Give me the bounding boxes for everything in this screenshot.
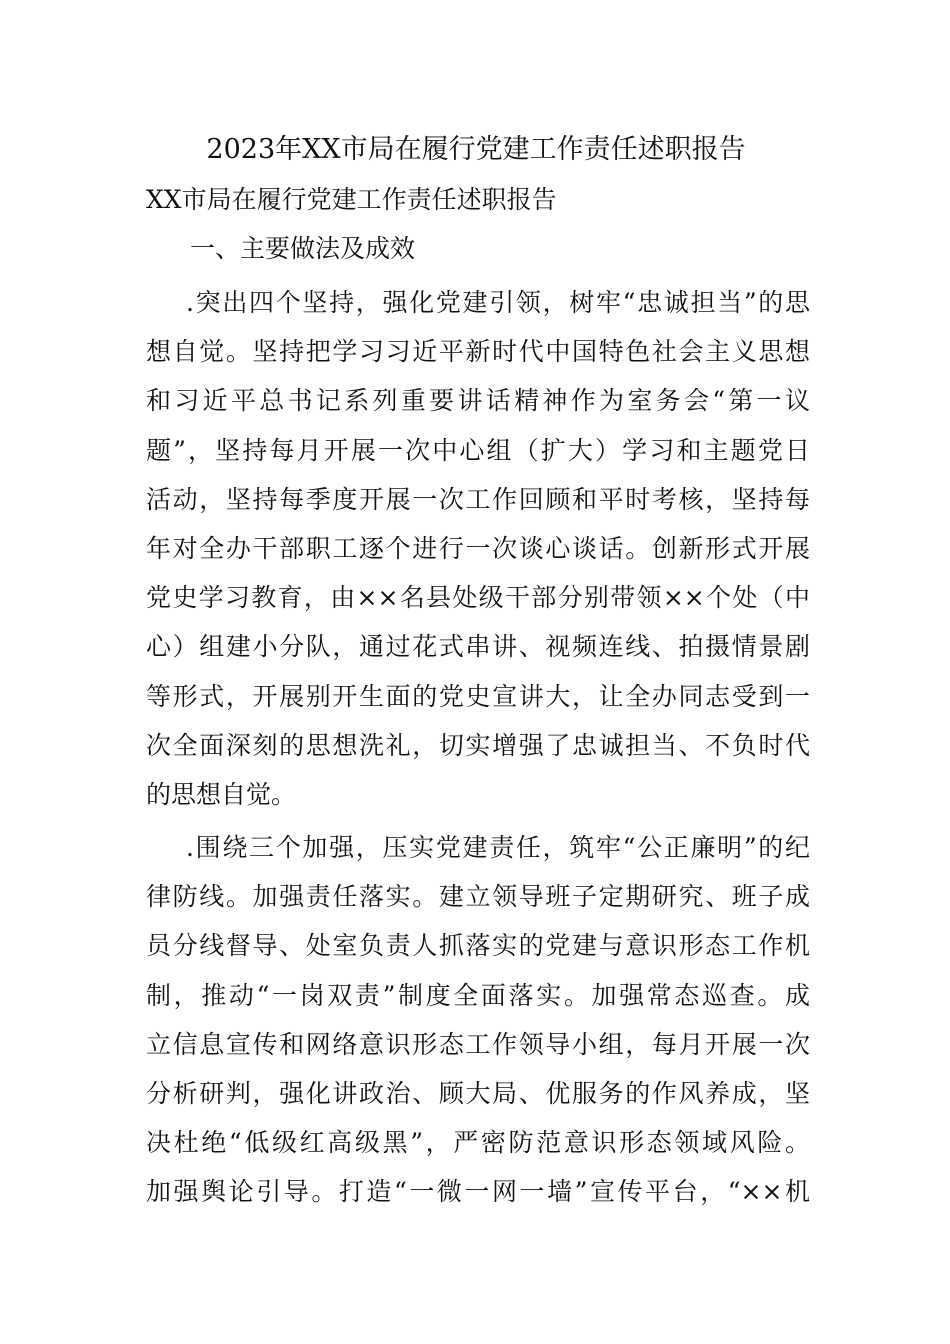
paragraph-1 <box>146 278 810 819</box>
paragraph-line: 制，推动“一岗双责”制度全面落实。加强常态巡查。成 <box>146 980 810 1010</box>
section-heading: 一、主要做法及成效 <box>190 234 416 263</box>
paragraph-line: 想自觉。坚持把学习习近平新时代中国特色社会主义思想 <box>146 337 810 367</box>
paragraph-line: 决杜绝“低级红高级黑”，严密防范意识形态领域风险。 <box>146 1128 810 1158</box>
paragraph-2 <box>146 823 810 1217</box>
paragraph-line: .围绕三个加强，压实党建责任，筑牢“公正廉明”的纪 <box>186 833 810 862</box>
paragraph-line: 等形式，开展别开生面的党史宣讲大，让全办同志受到一 <box>146 681 810 711</box>
paragraph-line: 分析研判，强化讲政治、顾大局、优服务的作风养成，坚 <box>146 1079 810 1109</box>
paragraph-line: 律防线。加强责任落实。建立领导班子定期研究、班子成 <box>146 882 810 912</box>
paragraph-line: 活动，坚持每季度开展一次工作回顾和平时考核，坚持每 <box>146 484 810 514</box>
paragraph-line: 题”，坚持每月开展一次中心组（扩大）学习和主题党日 <box>146 435 810 465</box>
document-title: 2023年XX市局在履行党建工作责任述职报告 <box>206 134 746 165</box>
paragraph-line: 的思想自觉。 <box>146 780 297 810</box>
document-subtitle: XX市局在履行党建工作责任述职报告 <box>146 185 557 214</box>
paragraph-line: .突出四个坚持，强化党建引领，树牢“忠诚担当”的思 <box>186 288 810 317</box>
paragraph-line: 立信息宣传和网络意识形态工作领导小组，每月开展一次 <box>146 1029 810 1059</box>
paragraph-line: 员分线督导、处室负责人抓落实的党建与意识形态工作机 <box>146 931 810 961</box>
paragraph-line: 心）组建小分队，通过花式串讲、视频连线、拍摄情景剧 <box>146 632 810 662</box>
paragraph-line: 年对全办干部职工逐个进行一次谈心谈话。创新形式开展 <box>146 534 810 564</box>
paragraph-line: 和习近平总书记系列重要讲话精神作为室务会“第一议 <box>146 386 810 416</box>
paragraph-line: 加强舆论引导。打造“一微一网一墙”宣传平台，“××机 <box>146 1177 810 1207</box>
paragraph-line: 党史学习教育，由××名县处级干部分别带领××个处（中 <box>146 583 810 613</box>
paragraph-line: 次全面深刻的思想洗礼，切实增强了忠诚担当、不负时代 <box>146 730 810 760</box>
